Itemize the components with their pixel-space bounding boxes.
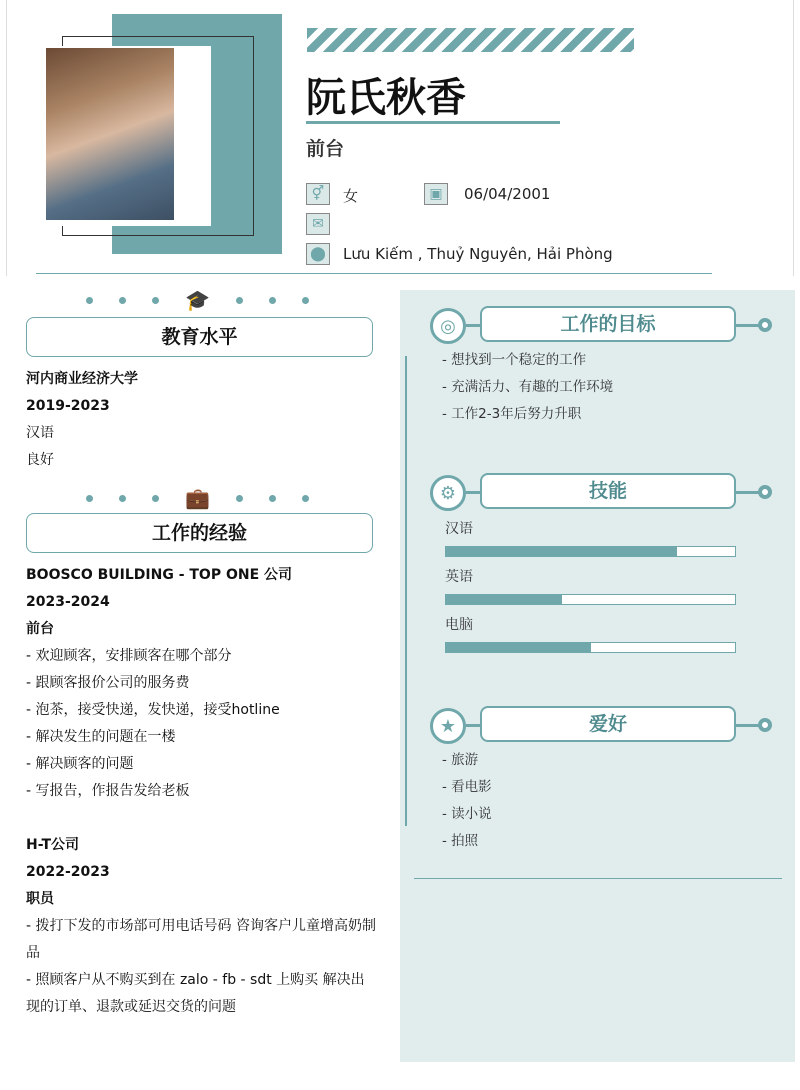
address: Lưu Kiếm , Thuỷ Nguyên, Hải Phòng [343,245,613,263]
position: 职员 [26,891,54,907]
hobbies-heading: 爱好 [480,706,736,742]
skill-name: 汉语 [445,521,473,537]
divider [306,121,560,124]
job-1 [26,562,386,805]
experience-heading: 工作的经验 [26,513,373,553]
profile-photo [46,48,174,220]
duty: - 写报告，作报告发给老板 [26,783,190,799]
calendar-icon: ▣ [424,183,448,205]
decor-stripes [307,28,634,52]
duty: - 解决顾客的问题 [26,756,134,772]
job-2 [26,832,378,1021]
goals-header [430,306,775,346]
column-divider [405,356,407,826]
hobby-item: - 看电影 [442,779,492,795]
hobby-item: - 读小说 [442,806,492,822]
skills-header [430,473,775,513]
edu-years: 2019-2023 [26,398,110,414]
duty: - 照顾客户从不购买到在 zalo - fb - sdt 上购买 解决出现的订单、退款或延迟交货的问题 [26,972,365,1015]
job-years: 2023-2024 [26,594,110,610]
hobbies-header [430,706,775,746]
grade: 良好 [26,452,54,468]
skill-name: 英语 [445,569,473,585]
birth-date: 06/04/2001 [464,185,551,203]
hobby-item: - 拍照 [442,833,479,849]
position: 前台 [26,621,54,637]
major: 汉语 [26,425,54,441]
company: BOOSCO BUILDING - TOP ONE 公司 [26,567,293,583]
location-icon: ⬤ [306,243,330,265]
hobbies-list [442,747,492,855]
duty: - 跟顾客报价公司的服务费 [26,675,190,691]
target-icon: ◎ [430,308,466,344]
duty: - 泡茶，接受快递，发快递，接受hotline [26,702,280,718]
header-divider [36,273,712,274]
duty: - 解决发生的问题在一楼 [26,729,176,745]
skill-name: 电脑 [445,617,473,633]
hobby-item: - 旅游 [442,752,479,768]
gear-icon: ⚙ [430,475,466,511]
gender: 女 [343,187,359,205]
job-title: 前台 [306,138,345,160]
company: H-T公司 [26,837,80,853]
skill-bar [445,642,736,653]
gender-icon: ⚥ [306,183,330,205]
skill-bar [445,546,736,557]
briefcase-icon: 💼 [185,486,210,510]
goals-list [442,347,613,428]
experience-dots [86,486,309,510]
panel-divider [414,878,782,879]
education-heading: 教育水平 [26,317,373,357]
goal-item: - 想找到一个稳定的工作 [442,352,587,368]
education-dots [86,288,309,312]
full-name: 阮氏秋香 [306,75,466,121]
star-icon: ★ [430,708,466,744]
duty: - 欢迎顾客，安排顾客在哪个部分 [26,648,232,664]
school: 河内商业经济大学 [26,371,138,387]
skill-bar [445,594,736,605]
graduation-cap-icon: 🎓 [185,288,210,312]
job-years: 2022-2023 [26,864,110,880]
email-icon: ✉ [306,213,330,235]
duty: - 拨打下发的市场部可用电话号码 咨询客户儿童增高奶制品 [26,918,376,961]
goal-item: - 充满活力、有趣的工作环境 [442,379,614,395]
goal-item: - 工作2-3年后努力升职 [442,406,582,422]
goals-heading: 工作的目标 [480,306,736,342]
skills-heading: 技能 [480,473,736,509]
